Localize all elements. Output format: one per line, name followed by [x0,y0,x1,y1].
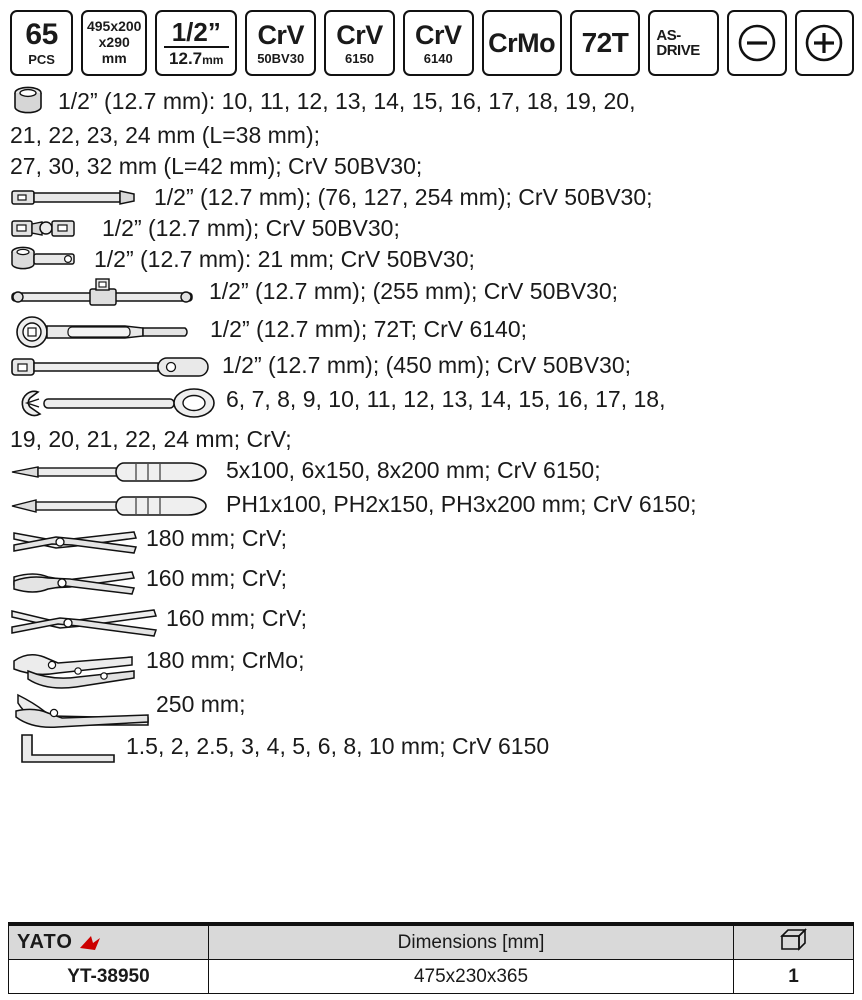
material-crv-6150-grade: 6150 [345,50,374,66]
list-item-text: 1/2” (12.7 mm); (255 mm); CrV 50BV30; [209,278,619,305]
slotted-bit-icon-badge [727,10,786,76]
package-dim-line2: x290 [98,34,130,51]
list-item [8,86,854,120]
list-item-text: 1/2” (12.7 mm); (450 mm); CrV 50BV30; [222,352,632,379]
ratchet-handle-icon [8,314,204,350]
extension-bar-icon [8,182,148,212]
list-item [8,350,854,384]
list-item [8,603,854,645]
list-item-text: 1/2” (12.7 mm): 10, 11, 12, 13, 14, 15, 16, 17, 18, 19, 20, [58,88,636,114]
list-item [8,489,854,523]
footer-table [8,922,854,994]
list-item [8,523,854,563]
list-item-continuation: 27, 30, 32 mm (L=42 mm); CrV 50BV30; [10,153,423,180]
list-item [8,314,854,350]
list-item [8,563,854,603]
list-item-text: 160 mm; CrV; [166,605,308,632]
material-crv-6140-name: CrV [414,19,462,50]
socket-icon [8,86,52,120]
slotted-screwdriver-icon [736,22,778,64]
item-list [8,86,854,765]
drive-size-metric [169,50,223,67]
as-drive-label: AS-DRIVE [656,27,700,59]
table-row [9,960,854,994]
box-icon [779,928,809,952]
slotted-screwdriver-icon [8,455,220,489]
list-item-text: 1/2” (12.7 mm): 21 mm; CrV 50BV30; [94,246,475,273]
brand-wordmark: YATO [17,931,73,953]
list-item-text: PH1x100, PH2x150, PH3x200 mm; CrV 6150; [226,491,697,518]
badge-row [8,6,854,80]
universal-joint-icon [8,213,96,243]
locking-pliers-icon [8,645,140,689]
water-pump-pliers-icon [8,689,150,731]
phillips-screwdriver-icon [8,489,220,523]
as-drive-badge [648,10,719,76]
list-item-text: 180 mm; CrMo; [146,647,305,674]
list-item-text: 1.5, 2, 2.5, 3, 4, 5, 6, 8, 10 mm; CrV 6150 [126,733,550,760]
list-item-text: 5x100, 6x150, 8x200 mm; CrV 6150; [226,457,601,484]
list-item-text: 160 mm; CrV; [146,565,288,592]
dimensions-value: 475x230x365 [209,960,734,994]
diagonal-cutting-pliers-icon [8,563,140,603]
breaker-bar-icon [8,350,216,384]
list-item-continuation: 19, 20, 21, 22, 24 mm; CrV; [10,426,292,453]
combination-pliers-icon [8,523,140,563]
list-item [8,213,854,244]
model-number: YT-38950 [9,960,209,994]
quantity-header [734,926,854,960]
brand-cell [9,926,209,960]
material-crv-50bv30-grade: 50BV30 [257,50,305,66]
drive-size-metric-value: 12.7 [169,49,203,68]
list-item [8,689,854,731]
material-crv-6150-name: CrV [336,19,383,50]
list-item-text: 1/2” (12.7 mm); CrV 50BV30; [102,215,400,242]
list-item-continuation: 21, 22, 23, 24 mm (L=38 mm); [10,122,320,148]
list-item-text: 1/2” (12.7 mm); 72T; CrV 6140; [210,316,528,343]
drive-size-fraction: 1/2” [164,19,229,48]
phillips-screwdriver-icon [803,22,845,64]
list-item-text: 250 mm; [156,691,246,718]
package-dimensions-badge [81,10,147,76]
package-dim-unit: mm [101,49,127,66]
list-item [8,645,854,689]
material-crv-50bv30-name: CrV [257,19,304,50]
pieces-badge [10,10,73,76]
pieces-label: PCS [28,52,55,67]
sliding-t-bar-icon [8,276,203,314]
long-nose-pliers-icon [8,603,160,645]
list-item [8,384,854,424]
quantity-value: 1 [734,960,854,994]
list-item [8,276,854,314]
teeth-72t-value: 72T [581,27,629,58]
material-crmo-name: CrMo [488,27,556,58]
brand-swoosh-icon [79,935,101,951]
pieces-count: 65 [25,18,58,51]
material-crv-6150-badge [324,10,395,76]
list-item [8,182,854,213]
list-item [8,731,854,765]
teeth-72t-badge [570,10,641,76]
drive-size-metric-unit: mm [202,53,224,67]
hex-key-icon [8,731,120,765]
material-crmo-badge [482,10,562,76]
material-crv-6140-badge [403,10,474,76]
package-dim-line1: 495x200 [86,18,142,35]
spark-plug-socket-icon [8,244,88,276]
list-item [8,244,854,276]
material-crv-50bv30-badge [245,10,316,76]
material-crv-6140-grade: 6140 [423,50,453,66]
list-item-text: 6, 7, 8, 9, 10, 11, 12, 13, 14, 15, 16, 17, 18, [226,386,666,413]
combination-wrench-icon [8,384,220,424]
list-item [8,455,854,489]
list-item-text: 1/2” (12.7 mm); (76, 127, 254 mm); CrV 50BV30; [154,184,653,211]
drive-size-badge [155,10,237,76]
table-header-row [9,926,854,960]
dimensions-header: Dimensions [mm] [209,926,734,960]
list-item-text: 180 mm; CrV; [146,525,288,552]
phillips-bit-icon-badge [795,10,854,76]
